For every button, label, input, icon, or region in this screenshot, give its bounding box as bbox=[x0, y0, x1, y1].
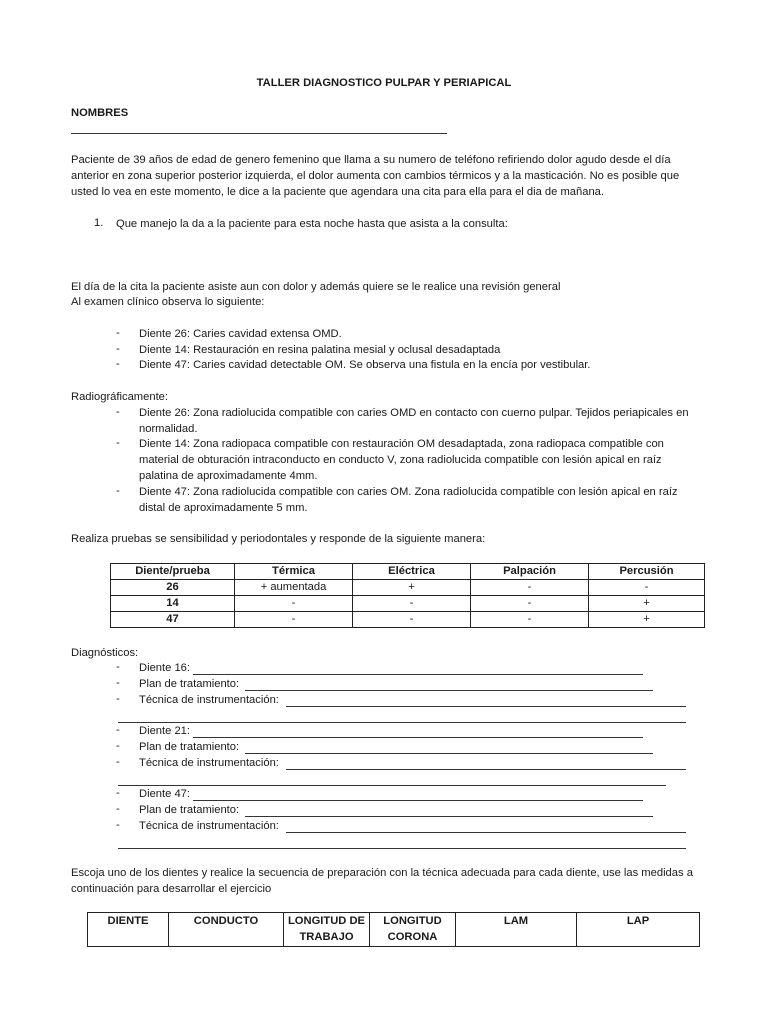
tecnica-answer-line-2[interactable] bbox=[118, 785, 666, 786]
question-number: 1. bbox=[94, 217, 104, 229]
diente-answer-line[interactable] bbox=[193, 800, 643, 801]
table-cell: 26 bbox=[111, 580, 235, 596]
plan-answer-line[interactable] bbox=[245, 816, 653, 817]
bullet-dash: - bbox=[116, 724, 120, 736]
radio-item: Diente 26: Zona radiolucida compatible con caries OMD en contacto con cuerno pulpar. Tejidos periapicales en normalidad. bbox=[139, 407, 689, 435]
table-cell: - bbox=[353, 612, 471, 628]
table-header-row bbox=[88, 913, 700, 947]
nombres-blank-line bbox=[71, 133, 447, 134]
clinical-item: Diente 47: Caries cavidad detectable OM. Se observa una fistula en la encía por vestibular. bbox=[139, 359, 591, 371]
radio-item: Diente 14: Zona radiopaca compatible con restauración OM desadaptada, zona radiopaca compatible con material de obturación intraconducto en conducto V, zona radiolucida compatible con lesión apical en raíz palatina de aproximadamente 4mm. bbox=[139, 438, 664, 482]
table-cell: 47 bbox=[111, 612, 235, 628]
table-header-cell: Diente/prueba bbox=[111, 564, 235, 580]
table-header-cell: LAP bbox=[577, 913, 700, 947]
bullet-dash: - bbox=[116, 677, 120, 689]
table-header-cell: LONGITUD DE TRABAJO bbox=[284, 913, 370, 947]
table-cell: 14 bbox=[111, 596, 235, 612]
radio-label: Radiográficamente: bbox=[71, 391, 169, 403]
plan-answer-line[interactable] bbox=[245, 690, 653, 691]
bullet-dash: - bbox=[116, 693, 120, 705]
bullet-dash: - bbox=[116, 756, 120, 768]
diente-label: Diente 21: bbox=[139, 725, 190, 737]
clinical-item: Diente 26: Caries cavidad extensa OMD. bbox=[139, 328, 342, 340]
intro-paragraph: Paciente de 39 años de edad de genero femenino que llama a su numero de teléfono refiriendo dolor agudo desde el día anterior en zona superior posterior izquierda, el dolor aumenta con cambios térmicos y a la masticación. No es posible que usted lo vea en este momento, le dice a la paciente que agendara una cita para ella para el dia de mañana. bbox=[71, 154, 680, 198]
table-cell: + aumentada bbox=[235, 580, 353, 596]
tecnica-label: Técnica de instrumentación: bbox=[139, 694, 279, 706]
table-header-cell: DIENTE bbox=[88, 913, 169, 947]
table-cell: + bbox=[353, 580, 471, 596]
tecnica-answer-line-2[interactable] bbox=[118, 722, 686, 723]
bullet-dash: - bbox=[116, 358, 120, 370]
table-header-cell: Eléctrica bbox=[353, 564, 471, 580]
nombres-label: NOMBRES bbox=[71, 107, 129, 119]
table-row bbox=[111, 580, 705, 596]
radio-item: Diente 47: Zona radiolucida compatible con caries OM. Zona radiolucida compatible con lesión apical en raíz distal de aproximadamente 5 mm. bbox=[139, 486, 678, 514]
diente-label: Diente 16: bbox=[139, 662, 190, 674]
bullet-dash: - bbox=[116, 803, 120, 815]
table-cell: - bbox=[589, 580, 705, 596]
table-cell: - bbox=[471, 580, 589, 596]
cita-line-2: Al examen clínico observa lo siguiente: bbox=[71, 296, 265, 308]
measures-table bbox=[87, 912, 700, 947]
pruebas-intro: Realiza pruebas se sensibilidad y periodontales y responde de la siguiente manera: bbox=[71, 533, 486, 545]
document-title: TALLER DIAGNOSTICO PULPAR Y PERIAPICAL bbox=[256, 77, 512, 89]
table-cell: + bbox=[589, 596, 705, 612]
diente-answer-line[interactable] bbox=[193, 674, 643, 675]
plan-label: Plan de tratamiento: bbox=[139, 804, 240, 816]
plan-answer-line[interactable] bbox=[245, 753, 653, 754]
plan-label: Plan de tratamiento: bbox=[139, 741, 240, 753]
table-cell: - bbox=[235, 612, 353, 628]
table-cell: - bbox=[471, 612, 589, 628]
table-row bbox=[111, 596, 705, 612]
table-header-cell: Palpación bbox=[471, 564, 589, 580]
table-header-cell: Térmica bbox=[235, 564, 353, 580]
diente-answer-line[interactable] bbox=[193, 737, 643, 738]
tecnica-answer-line[interactable] bbox=[286, 832, 686, 833]
tecnica-answer-line-2[interactable] bbox=[118, 848, 686, 849]
bullet-dash: - bbox=[116, 819, 120, 831]
bullet-dash: - bbox=[116, 327, 120, 339]
tecnica-answer-line[interactable] bbox=[286, 769, 686, 770]
diente-label: Diente 47: bbox=[139, 788, 190, 800]
tecnica-answer-line[interactable] bbox=[286, 706, 686, 707]
table-header-cell: Percusión bbox=[589, 564, 705, 580]
tests-table bbox=[110, 563, 705, 628]
cita-line-1: El día de la cita la paciente asiste aun con dolor y además quiere se le realice una revisión general bbox=[71, 281, 561, 293]
bullet-dash: - bbox=[116, 343, 120, 355]
table-cell: + bbox=[589, 612, 705, 628]
bullet-dash: - bbox=[116, 485, 120, 497]
table-header-cell: LAM bbox=[456, 913, 577, 947]
table-header-cell: LONGITUD CORONA bbox=[370, 913, 456, 947]
diagnosticos-label: Diagnósticos: bbox=[71, 647, 139, 659]
bullet-dash: - bbox=[116, 787, 120, 799]
table-header-cell: CONDUCTO bbox=[169, 913, 284, 947]
table-cell: - bbox=[235, 596, 353, 612]
bullet-dash: - bbox=[116, 437, 120, 449]
table-cell: - bbox=[471, 596, 589, 612]
table-header-row bbox=[111, 564, 705, 580]
final-instructions: Escoja uno de los dientes y realice la secuencia de preparación con la técnica adecuada para cada diente, use las medidas a continuación para desarrollar el ejercicio bbox=[71, 867, 693, 895]
bullet-dash: - bbox=[116, 406, 120, 418]
tecnica-label: Técnica de instrumentación: bbox=[139, 757, 279, 769]
question-text: Que manejo la da a la paciente para esta noche hasta que asista a la consulta: bbox=[116, 218, 508, 230]
table-row bbox=[111, 612, 705, 628]
tecnica-label: Técnica de instrumentación: bbox=[139, 820, 279, 832]
bullet-dash: - bbox=[116, 661, 120, 673]
plan-label: Plan de tratamiento: bbox=[139, 678, 240, 690]
table-cell: - bbox=[353, 596, 471, 612]
bullet-dash: - bbox=[116, 740, 120, 752]
clinical-item: Diente 14: Restauración en resina palatina mesial y oclusal desadaptada bbox=[139, 344, 501, 356]
